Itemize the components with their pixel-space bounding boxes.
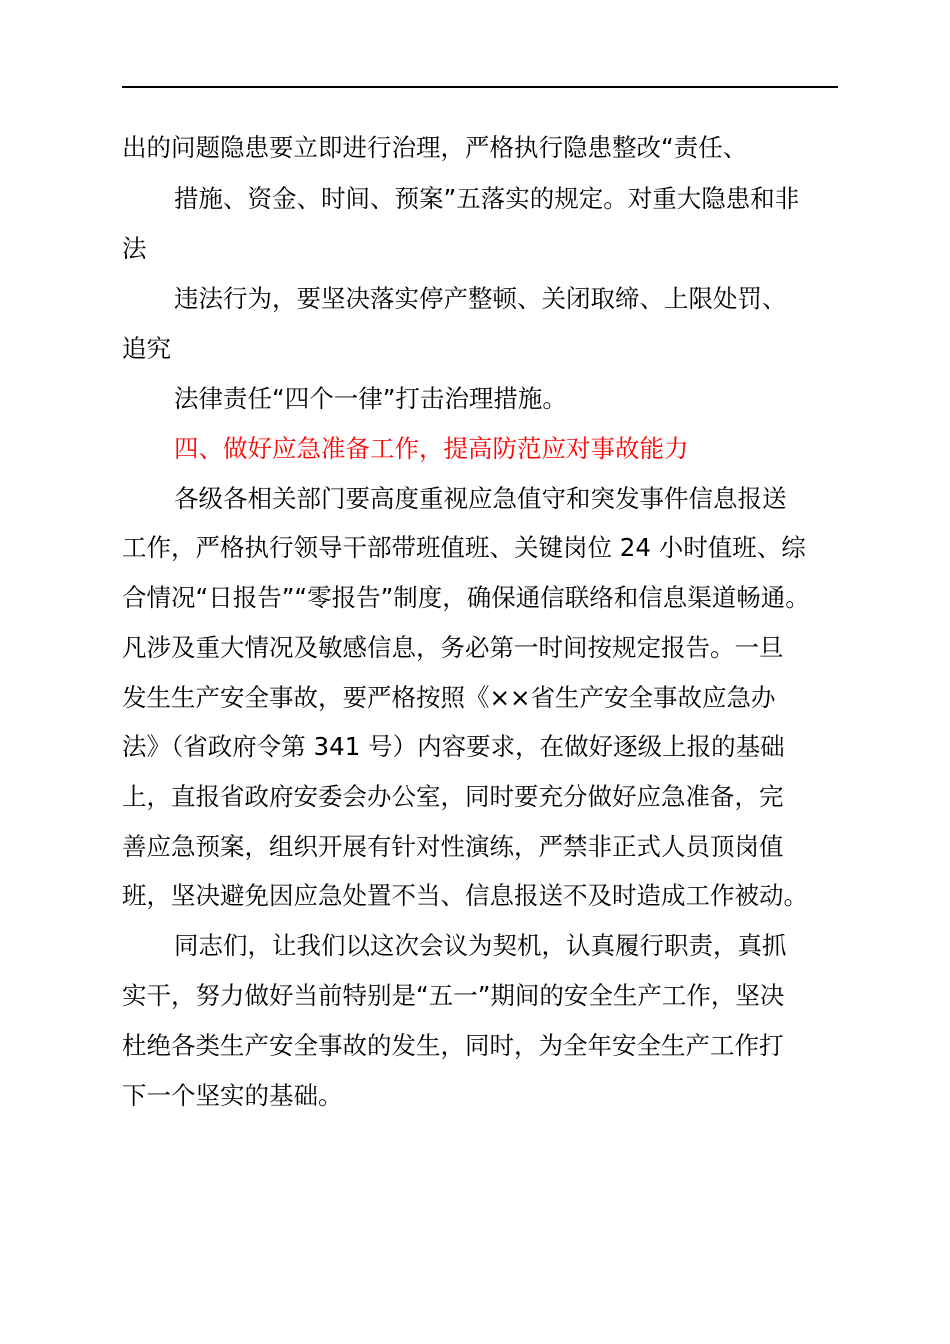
text-line: 追究 <box>122 334 171 363</box>
text-line: 班，坚决避免因应急处置不当、信息报送不及时造成工作被动。 <box>122 881 808 910</box>
text-line: 实干，努力做好当前特别是“五一”期间的安全生产工作，坚决 <box>122 981 785 1010</box>
text-line: 工作，严格执行领导干部带班值班、关键岗位 24 小时值班、综 <box>122 533 806 562</box>
text-line: 措施、资金、时间、预案”五落实的规定。对重大隐患和非 <box>174 184 800 213</box>
text-line: 杜绝各类生产安全事故的发生，同时，为全年安全生产工作打 <box>122 1031 784 1060</box>
text-line: 法律责任“四个一律”打击治理措施。 <box>174 384 567 413</box>
text-line: 发生生产安全事故，要严格按照《××省生产安全事故应急办 <box>122 683 776 712</box>
text-line: 违法行为，要坚决落实停产整顿、关闭取缔、上限处罚、 <box>174 284 787 313</box>
text-line: 法》（省政府令第 341 号）内容要求，在做好逐级上报的基础 <box>122 732 785 761</box>
text-line: 法 <box>122 234 147 263</box>
text-line: 下一个坚实的基础。 <box>122 1081 343 1110</box>
header-rule <box>122 86 838 88</box>
text-line: 合情况“日报告”“零报告”制度，确保通信联络和信息渠道畅通。 <box>122 583 810 612</box>
text-line: 上，直报省政府安委会办公室，同时要充分做好应急准备，完 <box>122 782 784 811</box>
text-line: 善应急预案，组织开展有针对性演练，严禁非正式人员顶岗值 <box>122 832 784 861</box>
text-line: 同志们，让我们以这次会议为契机，认真履行职责，真抓 <box>174 931 787 960</box>
text-line: 出的问题隐患要立即进行治理，严格执行隐患整改“责任、 <box>122 133 748 162</box>
text-line: 凡涉及重大情况及敏感信息，务必第一时间按规定报告。一旦 <box>122 633 784 662</box>
text-line: 各级各相关部门要高度重视应急值守和突发事件信息报送 <box>174 484 787 513</box>
section-heading: 四、做好应急准备工作，提高防范应对事故能力 <box>174 434 689 463</box>
